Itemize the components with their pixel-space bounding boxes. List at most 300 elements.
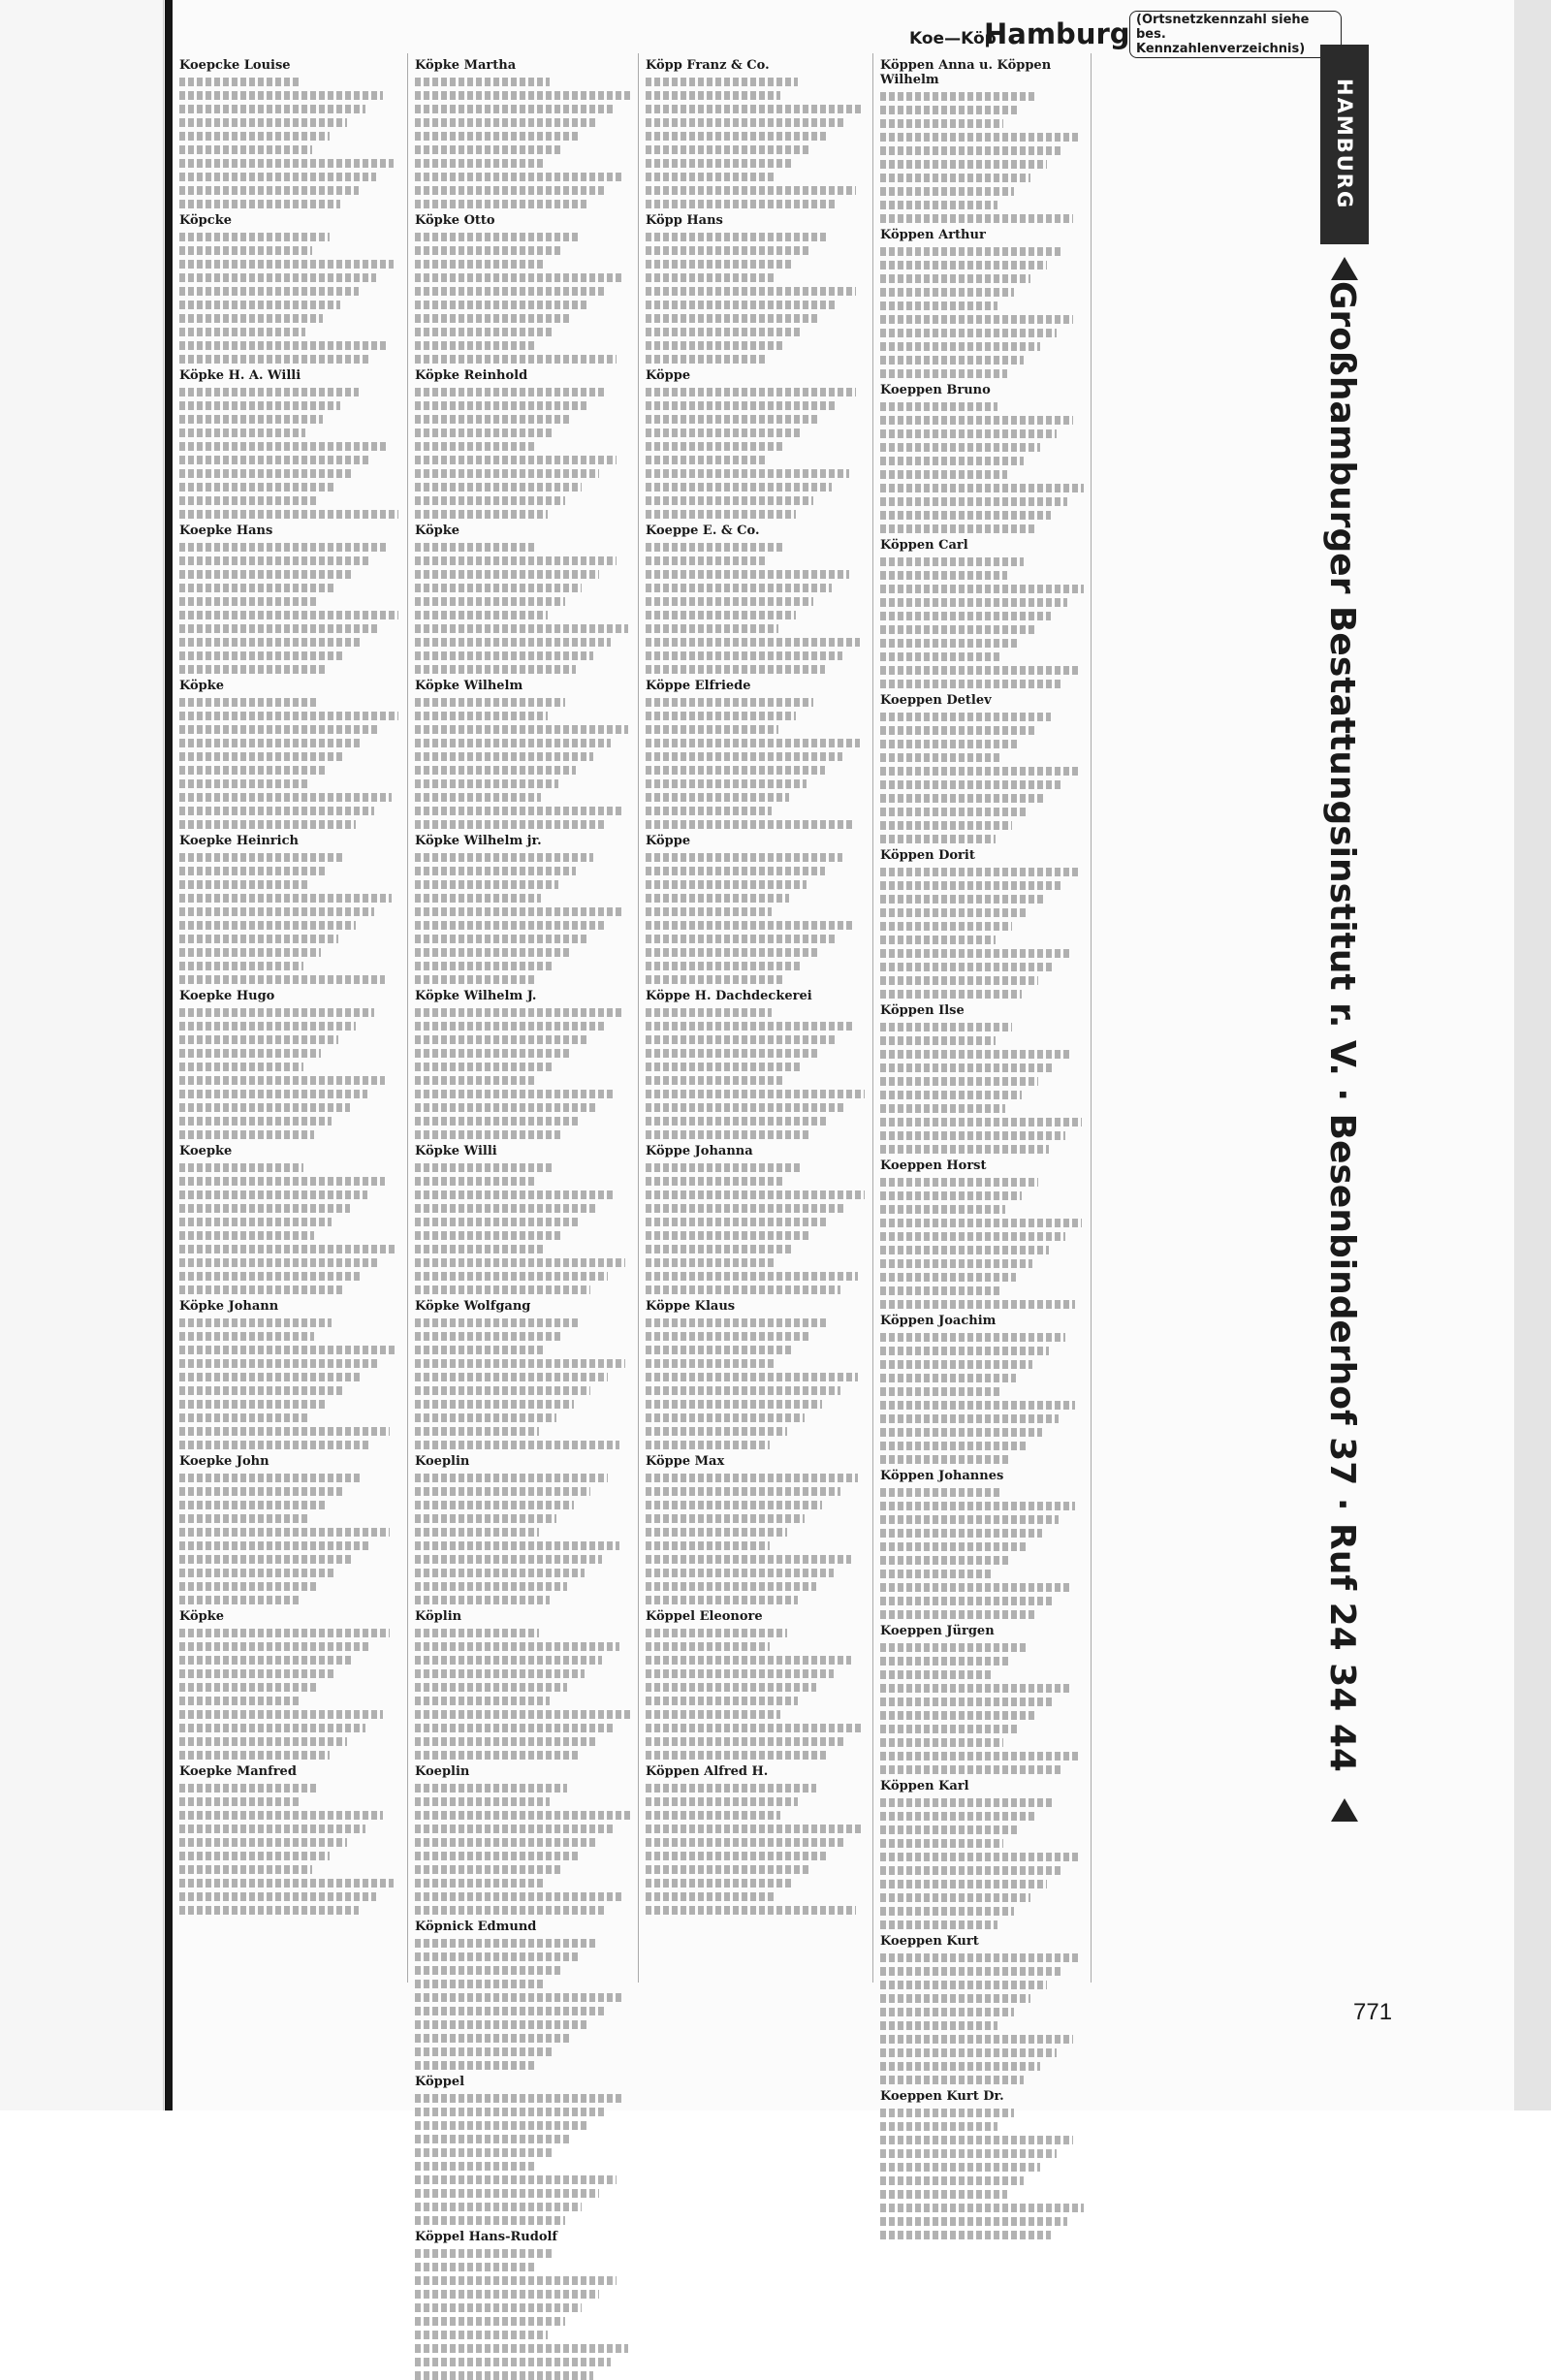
illegible-text-line (415, 1332, 562, 1341)
illegible-text-line (179, 328, 305, 336)
directory-entry (415, 834, 632, 848)
illegible-text-line (880, 443, 1040, 452)
illegible-text-line (415, 1218, 580, 1226)
illegible-text-line (415, 246, 560, 255)
triangle-icon (1331, 1798, 1358, 1822)
illegible-text-line (415, 962, 552, 970)
illegible-text-line (646, 483, 832, 492)
illegible-text-line (880, 1994, 1030, 2003)
illegible-text-line (646, 624, 778, 633)
illegible-text-line (415, 200, 588, 208)
illegible-text-line (880, 1812, 1036, 1821)
illegible-text-line (415, 948, 569, 957)
illegible-text-line (646, 1177, 782, 1186)
entry-name: Köppe H. Dachdeckerei (646, 989, 812, 1003)
illegible-text-line (646, 880, 807, 889)
illegible-text-line (646, 807, 772, 815)
illegible-text-line (415, 1163, 552, 1172)
illegible-text-line (179, 793, 392, 802)
illegible-text-line (415, 1272, 608, 1281)
illegible-text-line (646, 921, 853, 930)
illegible-text-line (415, 1231, 562, 1240)
illegible-text-line (880, 2163, 1040, 2172)
illegible-text-line (415, 105, 613, 113)
entry-name: Köppe Klaus (646, 1299, 736, 1314)
illegible-text-line (415, 314, 571, 323)
illegible-text-line (880, 1036, 996, 1045)
illegible-text-line (415, 2034, 571, 2043)
directory-entry (415, 2075, 632, 2089)
illegible-text-line (880, 794, 1045, 803)
illegible-text-line (646, 1811, 780, 1820)
illegible-text-line (415, 1697, 550, 1705)
entry-name: Köppen Joachim (880, 1314, 997, 1328)
illegible-text-line (179, 1359, 378, 1368)
illegible-text-line (646, 651, 842, 660)
illegible-text-line (646, 401, 838, 410)
directory-entry (179, 1609, 400, 1624)
directory-entry (646, 368, 867, 383)
illegible-text-line (179, 456, 369, 464)
directory-entry (415, 679, 632, 693)
illegible-text-line (646, 1103, 846, 1112)
illegible-text-line (179, 543, 387, 552)
illegible-text-line (415, 2061, 536, 2070)
illegible-text-line (179, 935, 338, 943)
illegible-text-line (415, 2303, 582, 2312)
illegible-text-line (415, 2108, 606, 2116)
illegible-text-line (179, 341, 387, 350)
illegible-text-line (415, 880, 558, 889)
illegible-text-line (880, 652, 1001, 661)
illegible-text-line (880, 470, 1007, 479)
illegible-text-line (179, 1413, 307, 1422)
illegible-text-line (880, 1853, 1080, 1861)
illegible-text-line (646, 388, 856, 397)
illegible-text-line (880, 119, 1003, 128)
illegible-text-line (880, 1347, 1049, 1355)
entry-name: Köpke Willi (415, 1144, 497, 1158)
illegible-text-line (880, 315, 1073, 324)
illegible-text-line (880, 1583, 1069, 1592)
entry-name: Köpke (179, 679, 225, 693)
illegible-text-line (880, 1698, 1053, 1706)
entry-name: Köpke Otto (415, 213, 495, 228)
illegible-text-line (646, 793, 789, 802)
illegible-text-line (880, 2062, 1040, 2071)
header-city: Hamburg (984, 17, 1130, 50)
illegible-text-line (880, 1825, 1020, 1834)
directory-entry (179, 834, 400, 848)
illegible-text-line (179, 287, 359, 296)
directory-entry (880, 1158, 1086, 1173)
illegible-text-line (646, 1474, 858, 1482)
illegible-text-line (415, 921, 604, 930)
directory-entry (179, 1144, 400, 1158)
illegible-text-line (415, 1441, 619, 1449)
illegible-text-line (646, 948, 818, 957)
directory-entry (179, 1764, 400, 1779)
illegible-text-line (179, 1865, 312, 1874)
illegible-text-line (880, 1232, 1065, 1241)
illegible-text-line (179, 1879, 394, 1888)
illegible-text-line (415, 1541, 619, 1550)
illegible-text-line (415, 1656, 602, 1665)
illegible-text-line (646, 752, 842, 761)
illegible-text-line (880, 1286, 999, 1295)
illegible-text-line (179, 712, 398, 720)
illegible-text-line (880, 2109, 1014, 2117)
illegible-text-line (415, 766, 576, 775)
illegible-text-line (179, 853, 345, 862)
entry-name: Koeppen Jürgen (880, 1624, 995, 1638)
directory-column (415, 58, 632, 2244)
illegible-text-line (646, 1710, 780, 1719)
illegible-text-line (415, 1103, 597, 1112)
illegible-text-line (179, 1528, 390, 1537)
illegible-text-line (415, 1683, 567, 1692)
entry-name: Köpp Hans (646, 213, 723, 228)
illegible-text-line (179, 698, 316, 707)
illegible-text-line (880, 1091, 1022, 1099)
illegible-text-line (415, 287, 606, 296)
illegible-text-line (646, 1076, 782, 1085)
directory-entry (415, 2230, 632, 2244)
illegible-text-line (415, 401, 588, 410)
illegible-text-line (179, 273, 376, 282)
illegible-text-line (880, 713, 1051, 721)
illegible-text-line (646, 1130, 811, 1139)
illegible-text-line (415, 1400, 574, 1409)
illegible-text-line (880, 1104, 1005, 1113)
entry-name: Köpke Wilhelm jr. (415, 834, 542, 848)
illegible-text-line (646, 1386, 840, 1395)
illegible-text-line (880, 2190, 1007, 2199)
illegible-text-line (880, 726, 1034, 735)
illegible-text-line (880, 1300, 1075, 1309)
illegible-text-line (646, 1258, 776, 1267)
illegible-text-line (415, 1825, 613, 1833)
illegible-text-line (415, 894, 541, 903)
illegible-text-line (646, 1751, 827, 1760)
illegible-text-line (880, 247, 1063, 256)
illegible-text-line (415, 556, 617, 565)
illegible-text-line (179, 1400, 325, 1409)
illegible-text-line (646, 1697, 798, 1705)
illegible-text-line (880, 908, 1029, 917)
illegible-text-line (646, 820, 853, 829)
illegible-text-line (179, 1035, 338, 1044)
illegible-text-line (415, 1413, 556, 1422)
illegible-text-line (646, 1427, 787, 1436)
illegible-text-line (179, 1386, 343, 1395)
illegible-text-line (179, 1441, 371, 1449)
illegible-text-line (646, 273, 774, 282)
illegible-text-line (646, 428, 803, 437)
illegible-text-line (880, 1597, 1053, 1605)
illegible-text-line (646, 665, 825, 674)
illegible-text-line (880, 274, 1030, 283)
illegible-text-line (880, 457, 1024, 465)
illegible-text-line (880, 895, 1045, 904)
illegible-text-line (646, 1285, 840, 1294)
illegible-text-line (415, 91, 630, 100)
illegible-text-line (646, 469, 849, 478)
illegible-text-line (179, 752, 345, 761)
illegible-text-line (179, 1272, 361, 1281)
illegible-text-line (179, 1596, 301, 1604)
directory-entry (415, 524, 632, 538)
illegible-text-line (880, 571, 1007, 580)
illegible-text-line (880, 1259, 1032, 1268)
directory-entry (646, 989, 867, 1003)
entry-name: Koeppen Detlev (880, 693, 992, 708)
illegible-text-line (415, 2263, 536, 2271)
illegible-text-line (415, 907, 621, 916)
illegible-text-line (415, 597, 565, 606)
directory-entry (646, 524, 867, 538)
triangle-icon (1331, 257, 1358, 280)
illegible-text-line (179, 415, 323, 424)
directory-entry (880, 1624, 1086, 1638)
illegible-text-line (179, 78, 301, 86)
illegible-text-line (415, 341, 536, 350)
illegible-text-line (646, 779, 807, 788)
illegible-text-line (880, 1246, 1049, 1254)
illegible-text-line (415, 2276, 617, 2285)
illegible-text-line (646, 907, 772, 916)
illegible-text-line (880, 1738, 1003, 1747)
entry-name: Köppen Dorit (880, 848, 975, 863)
illegible-text-line (646, 962, 801, 970)
illegible-text-line (415, 186, 606, 195)
illegible-text-line (880, 1205, 1005, 1214)
illegible-text-line (880, 1118, 1082, 1127)
entry-name: Köppel (415, 2075, 465, 2089)
illegible-text-line (179, 921, 356, 930)
entry-name: Koepke (179, 1144, 233, 1158)
directory-entry (179, 368, 400, 383)
illegible-text-line (179, 1555, 354, 1564)
illegible-text-line (646, 1569, 834, 1577)
illegible-text-line (179, 118, 347, 127)
illegible-text-line (179, 1892, 376, 1901)
illegible-text-line (880, 2035, 1073, 2044)
illegible-text-line (880, 1515, 1059, 1524)
illegible-text-line (880, 1643, 1027, 1652)
illegible-text-line (880, 598, 1067, 607)
directory-entry (646, 58, 867, 73)
illegible-text-line (880, 1570, 994, 1578)
illegible-text-line (415, 355, 617, 364)
directory-entry (646, 1764, 867, 1779)
illegible-text-line (179, 1514, 307, 1523)
illegible-text-line (415, 820, 604, 829)
directory-entry (415, 1299, 632, 1314)
directory-entry (415, 58, 632, 73)
illegible-text-line (646, 91, 780, 100)
directory-entry (179, 58, 400, 73)
illegible-text-line (415, 1258, 625, 1267)
side-advertisement (1322, 281, 1371, 1772)
illegible-text-line (179, 880, 310, 889)
illegible-text-line (646, 1049, 818, 1058)
directory-entry (880, 538, 1086, 553)
illegible-text-line (646, 159, 791, 168)
illegible-text-line (179, 1332, 314, 1341)
illegible-text-line (179, 200, 340, 208)
illegible-text-line (415, 611, 548, 619)
illegible-text-line (415, 1596, 550, 1604)
directory-entry (179, 524, 400, 538)
illegible-text-line (179, 1231, 314, 1240)
illegible-text-line (880, 1191, 1022, 1200)
illegible-text-line (415, 1879, 543, 1888)
illegible-text-line (415, 2203, 582, 2211)
illegible-text-line (415, 1892, 623, 1901)
directory-entry (880, 693, 1086, 708)
illegible-text-line (880, 2231, 1051, 2239)
illegible-text-line (415, 118, 595, 127)
illegible-text-line (415, 793, 541, 802)
illegible-text-line (646, 287, 856, 296)
illegible-text-line (880, 767, 1078, 776)
illegible-text-line (646, 1838, 844, 1847)
illegible-text-line (179, 1204, 350, 1213)
illegible-text-line (179, 132, 330, 141)
illegible-text-line (415, 1966, 560, 1975)
illegible-text-line (179, 186, 359, 195)
entry-name: Koeppen Bruno (880, 383, 991, 397)
illegible-text-line (880, 174, 1030, 182)
illegible-text-line (179, 1076, 385, 1085)
illegible-text-line (880, 133, 1080, 142)
illegible-text-line (415, 1514, 556, 1523)
column-rule (638, 53, 639, 1983)
illegible-text-line (179, 1103, 350, 1112)
header-range: Koe—Köp (909, 29, 997, 48)
illegible-text-line (179, 105, 365, 113)
illegible-text-line (646, 1090, 865, 1098)
illegible-text-line (415, 1569, 585, 1577)
illegible-text-line (415, 1724, 613, 1732)
illegible-text-line (415, 1008, 621, 1017)
illegible-text-line (646, 1359, 776, 1368)
illegible-text-line (646, 328, 803, 336)
illegible-text-line (415, 1190, 615, 1199)
entry-name: Köppe (646, 368, 691, 383)
illegible-text-line (646, 1373, 858, 1381)
illegible-text-line (415, 2121, 588, 2130)
illegible-text-line (646, 186, 856, 195)
illegible-text-line (415, 1852, 578, 1860)
illegible-text-line (646, 496, 813, 505)
entry-name: Köpcke (179, 213, 232, 228)
directory-entry (646, 213, 867, 228)
illegible-text-line (646, 1906, 856, 1915)
illegible-text-line (880, 1725, 1020, 1733)
illegible-text-line (415, 739, 611, 747)
illegible-text-line (415, 752, 593, 761)
illegible-text-line (179, 624, 380, 633)
illegible-text-line (179, 1245, 396, 1253)
illegible-text-line (646, 233, 827, 241)
advertisement-text: Großhamburger Bestattungsinstitut r. V. · Besenbinderhof 37 · Ruf 24 34 44 (1322, 281, 1362, 1772)
illegible-text-line (179, 469, 352, 478)
illegible-text-line (179, 1697, 301, 1705)
illegible-text-line (179, 725, 380, 734)
illegible-text-line (646, 1825, 862, 1833)
illegible-text-line (179, 1318, 332, 1327)
illegible-text-line (880, 2149, 1057, 2158)
illegible-text-line (880, 2176, 1024, 2185)
illegible-text-line (179, 1218, 332, 1226)
illegible-text-line (179, 638, 363, 647)
illegible-text-line (415, 1838, 595, 1847)
illegible-text-line (415, 1035, 586, 1044)
illegible-text-line (646, 1879, 791, 1888)
illegible-text-line (415, 1130, 562, 1139)
illegible-text-line (179, 246, 312, 255)
page-edge (1514, 0, 1551, 2110)
illegible-text-line (415, 233, 578, 241)
illegible-text-line (415, 570, 599, 579)
illegible-text-line (179, 948, 321, 957)
illegible-text-line (179, 1797, 301, 1806)
entry-name: Köppen Karl (880, 1779, 969, 1793)
illegible-text-line (880, 740, 1018, 748)
illegible-text-line (415, 1737, 595, 1746)
illegible-text-line (415, 725, 628, 734)
illegible-text-line (179, 1569, 336, 1577)
directory-entry (880, 1469, 1086, 1483)
illegible-text-line (880, 1387, 999, 1396)
illegible-text-line (415, 301, 588, 309)
illegible-text-line (415, 1204, 597, 1213)
illegible-text-line (646, 456, 767, 464)
entry-name: Köpke Wilhelm J. (415, 989, 537, 1003)
illegible-text-line (415, 1063, 552, 1071)
illegible-text-line (880, 1657, 1010, 1666)
illegible-text-line (415, 328, 554, 336)
illegible-text-line (646, 725, 778, 734)
illegible-text-line (415, 975, 534, 984)
directory-entry (880, 848, 1086, 863)
directory-entry (179, 1299, 400, 1314)
entry-name: Köpke Wolfgang (415, 1299, 531, 1314)
illegible-text-line (646, 1245, 794, 1253)
illegible-text-line (880, 1273, 1016, 1282)
illegible-text-line (646, 1117, 829, 1126)
illegible-text-line (880, 524, 1034, 533)
illegible-text-line (880, 1670, 994, 1679)
illegible-text-line (415, 1346, 545, 1354)
illegible-text-line (646, 355, 767, 364)
entry-name: Koepke Hugo (179, 989, 275, 1003)
illegible-text-line (179, 1022, 356, 1031)
illegible-text-line (646, 584, 832, 592)
entry-name: Koeppen Kurt (880, 1934, 979, 1949)
illegible-text-line (880, 1684, 1069, 1693)
illegible-text-line (179, 1669, 336, 1678)
entry-name: Köpke Johann (179, 1299, 279, 1314)
illegible-text-line (179, 442, 387, 451)
illegible-text-line (415, 543, 536, 552)
illegible-text-line (880, 1050, 1071, 1059)
entry-name: Köppen Alfred H. (646, 1764, 769, 1779)
illegible-text-line (179, 1906, 359, 1915)
illegible-text-line (415, 1865, 560, 1874)
